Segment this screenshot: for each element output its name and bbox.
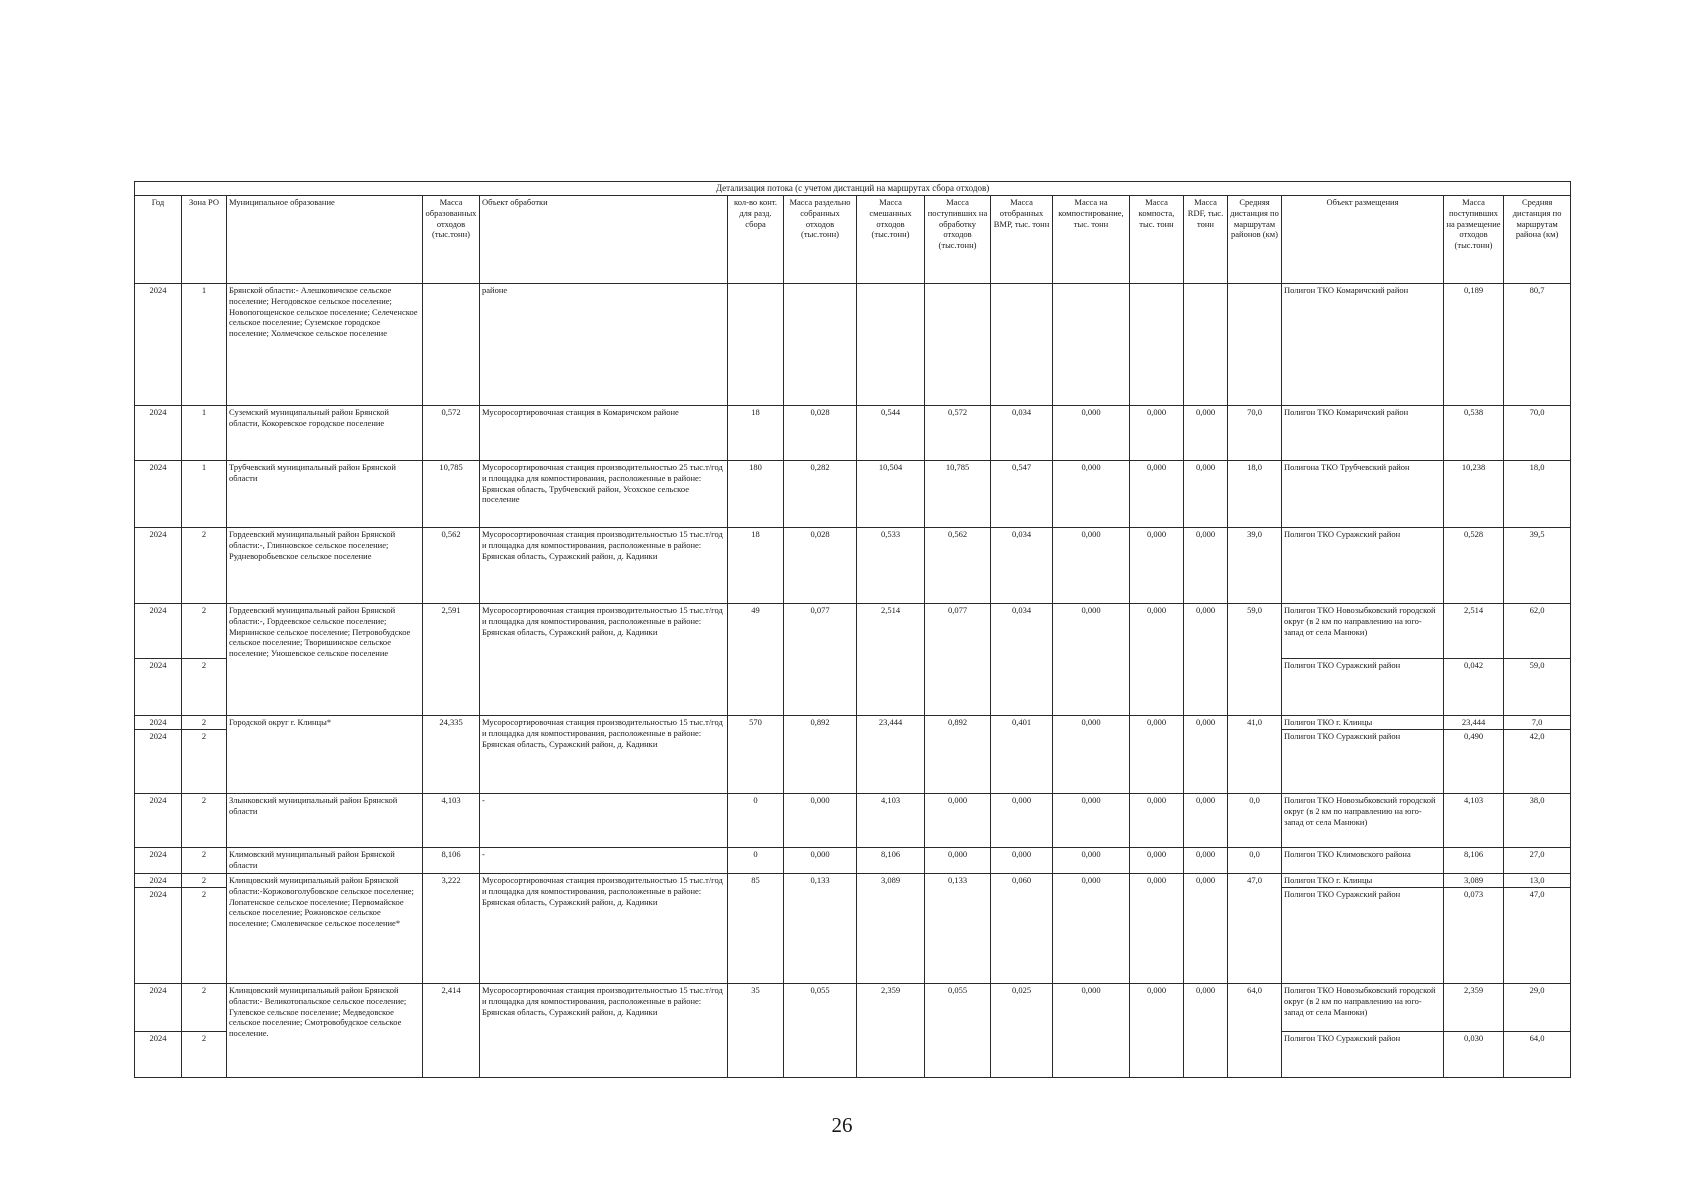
mass-compost-cell: 0,000 — [1130, 604, 1184, 716]
zone-cell: 2 — [182, 848, 227, 874]
table-row — [135, 604, 1571, 659]
mass-compost-cell: 0,000 — [1130, 461, 1184, 528]
placement-object-cell: Полигон ТКО Новозыбковский городской округ (в 2 км по направлению на юго-запад от села Манюки) — [1282, 794, 1444, 848]
zone-cell: 1 — [182, 284, 227, 406]
table-row — [135, 406, 1571, 461]
mass-mixed-cell: 23,444 — [857, 716, 925, 794]
mass-separate-cell: 0,133 — [784, 874, 857, 984]
header-mass-mixed: Масса смешанных отходов (тыс.тонн) — [857, 196, 925, 284]
zone-cell: 2 — [182, 730, 227, 794]
zone-cell: 2 — [182, 1032, 227, 1078]
containers-count-cell: 85 — [728, 874, 784, 984]
table-body — [135, 284, 1571, 1078]
placement-mass-cell: 23,444 — [1444, 716, 1504, 730]
placement-distance-cell: 18,0 — [1504, 461, 1571, 528]
mass-formed-cell: 3,222 — [423, 874, 480, 984]
municipality-cell: Гордеевский муниципальный район Брянской области:-, Глинновское сельское поселение; Рудневоробьевское сельское поселение — [227, 528, 423, 604]
placement-mass-cell: 0,073 — [1444, 888, 1504, 984]
mass-compost-cell: 0,000 — [1130, 794, 1184, 848]
placement-object-cell: Полигон ТКО Суражский район — [1282, 888, 1444, 984]
mass-formed-cell: 2,414 — [423, 984, 480, 1078]
placement-object-cell: Полигон ТКО Суражский район — [1282, 1032, 1444, 1078]
header-mass-to-processing: Масса поступивших на обработку отходов (тыс.тонн) — [925, 196, 991, 284]
mass-vmr-cell: 0,034 — [991, 406, 1053, 461]
placement-distance-cell: 27,0 — [1504, 848, 1571, 874]
placement-object-cell: Полигон ТКО Комаричский район — [1282, 284, 1444, 406]
processing-object-cell: Мусоросортировочная станция производительностью 15 тыс.т/год и площадка для компостирования, расположенные в районе: Брянская область, Суражский район, д. Кадинки — [480, 528, 728, 604]
mass-formed-cell: 24,335 — [423, 716, 480, 794]
containers-count-cell: 49 — [728, 604, 784, 716]
municipality-cell: Климовский муниципальный район Брянской области — [227, 848, 423, 874]
mass-compost-cell: 0,000 — [1130, 874, 1184, 984]
processing-object-cell: Мусоросортировочная станция производительностью 15 тыс.т/год и площадка для компостирования, расположенные в районе: Брянская область, Суражский район, д. Кадинки — [480, 604, 728, 716]
mass-mixed-cell: 10,504 — [857, 461, 925, 528]
year-cell: 2024 — [135, 461, 182, 528]
mass-compost-cell: 0,000 — [1130, 406, 1184, 461]
mass-compost-in-cell: 0,000 — [1053, 874, 1130, 984]
mass-rdf-cell: 0,000 — [1184, 461, 1228, 528]
processing-object-cell: Мусоросортировочная станция производительностью 15 тыс.т/год и площадка для компостирования, расположенные в районе: Брянская область, Суражский район, д. Кадинки — [480, 716, 728, 794]
table-row — [135, 716, 1571, 730]
caption-row — [135, 182, 1571, 196]
mass-rdf-cell: 0,000 — [1184, 874, 1228, 984]
mass-compost-cell: 0,000 — [1130, 528, 1184, 604]
processing-object-cell: Мусоросортировочная станция производительностью 15 тыс.т/год и площадка для компостирования, расположенные в районе: Брянская область, Суражский район, д. Кадинки — [480, 984, 728, 1078]
year-cell: 2024 — [135, 659, 182, 716]
header-containers: кол-во конт. для разд. сбора — [728, 196, 784, 284]
header-mass-formed: Масса образованных отходов (тыс.тонн) — [423, 196, 480, 284]
year-cell: 2024 — [135, 888, 182, 984]
mass-formed-cell: 0,572 — [423, 406, 480, 461]
municipality-cell: Суземский муниципальный район Брянской области, Кокоревское городское поселение — [227, 406, 423, 461]
mass-processed-cell: 10,785 — [925, 461, 991, 528]
mass-compost-in-cell: 0,000 — [1053, 604, 1130, 716]
table-row — [135, 461, 1571, 528]
header-mass-compost-in: Масса на компостирование, тыс. тонн — [1053, 196, 1130, 284]
table-row — [135, 528, 1571, 604]
placement-mass-cell: 0,042 — [1444, 659, 1504, 716]
zone-cell: 2 — [182, 794, 227, 848]
mass-vmr-cell: 0,034 — [991, 604, 1053, 716]
mass-rdf-cell: 0,000 — [1184, 716, 1228, 794]
placement-distance-cell: 29,0 — [1504, 984, 1571, 1032]
mass-compost-cell: 0,000 — [1130, 848, 1184, 874]
placement-object-cell: Полигон ТКО Новозыбковский городской округ (в 2 км по направлению на юго-запад от села Манюки) — [1282, 604, 1444, 659]
municipality-cell: Клинцовский муниципальный район Брянской области:-Коржовоголубовское сельское поселение; Лопатенское сельское поселение; Первомайское сельское поселение; Рожновское сельское поселение; Смолевичское сельское поселение* — [227, 874, 423, 984]
mass-processed-cell: 0,892 — [925, 716, 991, 794]
municipality-cell: Брянской области:- Алешковичское сельское поселение; Негодовское сельское поселение; Новопогощенское сельское поселение; Селеченское сельское поселение; Суземское городское поселение; Холмечское сельское поселение — [227, 284, 423, 406]
header-municipality: Муниципальное образование — [227, 196, 423, 284]
mass-vmr-cell — [991, 284, 1053, 406]
containers-count-cell: 180 — [728, 461, 784, 528]
avg-distance-cell: 59,0 — [1228, 604, 1282, 716]
header-processing-object: Объект обработки — [480, 196, 728, 284]
waste-flow-table-container — [134, 181, 1570, 1078]
mass-processed-cell: 0,077 — [925, 604, 991, 716]
placement-mass-cell: 0,528 — [1444, 528, 1504, 604]
mass-vmr-cell: 0,000 — [991, 848, 1053, 874]
header-mass-rdf: Масса RDF, тыс. тонн — [1184, 196, 1228, 284]
placement-object-cell: Полигон ТКО Климовского района — [1282, 848, 1444, 874]
mass-formed-cell: 2,591 — [423, 604, 480, 716]
mass-compost-cell: 0,000 — [1130, 984, 1184, 1078]
year-cell: 2024 — [135, 794, 182, 848]
avg-distance-cell: 64,0 — [1228, 984, 1282, 1078]
placement-distance-cell: 47,0 — [1504, 888, 1571, 984]
mass-mixed-cell: 0,533 — [857, 528, 925, 604]
avg-distance-cell: 0,0 — [1228, 848, 1282, 874]
placement-distance-cell: 42,0 — [1504, 730, 1571, 794]
page-number: 26 — [831, 1113, 853, 1137]
mass-formed-cell: 4,103 — [423, 794, 480, 848]
mass-mixed-cell: 8,106 — [857, 848, 925, 874]
mass-separate-cell: 0,892 — [784, 716, 857, 794]
placement-mass-cell: 4,103 — [1444, 794, 1504, 848]
mass-separate-cell — [784, 284, 857, 406]
table-row — [135, 984, 1571, 1032]
placement-distance-cell: 59,0 — [1504, 659, 1571, 716]
year-cell: 2024 — [135, 716, 182, 730]
processing-object-cell: Мусоросортировочная станция производительностью 25 тыс.т/год и площадка для компостирования, расположенные в районе: Брянская область, Трубчевский район, Усохское сельское поселение — [480, 461, 728, 528]
zone-cell: 2 — [182, 659, 227, 716]
placement-mass-cell: 10,238 — [1444, 461, 1504, 528]
avg-distance-cell: 0,0 — [1228, 794, 1282, 848]
header-zone: Зона РО — [182, 196, 227, 284]
header-mass-to-placement: Масса поступивших на размещение отходов (тыс.тонн) — [1444, 196, 1504, 284]
mass-mixed-cell — [857, 284, 925, 406]
mass-processed-cell: 0,572 — [925, 406, 991, 461]
year-cell: 2024 — [135, 406, 182, 461]
header-mass-compost: Масса компоста, тыс. тонн — [1130, 196, 1184, 284]
placement-distance-cell: 39,5 — [1504, 528, 1571, 604]
mass-compost-in-cell: 0,000 — [1053, 528, 1130, 604]
mass-rdf-cell: 0,000 — [1184, 794, 1228, 848]
mass-mixed-cell: 2,359 — [857, 984, 925, 1078]
mass-formed-cell: 0,562 — [423, 528, 480, 604]
containers-count-cell: 0 — [728, 848, 784, 874]
table-row — [135, 284, 1571, 406]
mass-vmr-cell: 0,034 — [991, 528, 1053, 604]
mass-compost-in-cell: 0,000 — [1053, 984, 1130, 1078]
containers-count-cell: 18 — [728, 406, 784, 461]
mass-separate-cell: 0,000 — [784, 848, 857, 874]
mass-processed-cell: 0,133 — [925, 874, 991, 984]
year-cell: 2024 — [135, 848, 182, 874]
containers-count-cell: 0 — [728, 794, 784, 848]
zone-cell: 2 — [182, 528, 227, 604]
mass-compost-in-cell: 0,000 — [1053, 848, 1130, 874]
mass-compost-in-cell: 0,000 — [1053, 794, 1130, 848]
placement-object-cell: Полигон ТКО Суражский район — [1282, 659, 1444, 716]
mass-processed-cell: 0,055 — [925, 984, 991, 1078]
mass-rdf-cell: 0,000 — [1184, 604, 1228, 716]
year-cell: 2024 — [135, 604, 182, 659]
mass-separate-cell: 0,282 — [784, 461, 857, 528]
mass-processed-cell: 0,000 — [925, 794, 991, 848]
processing-object-cell: Мусоросортировочная станция в Комаричском районе — [480, 406, 728, 461]
placement-distance-cell: 7,0 — [1504, 716, 1571, 730]
waste-flow-table — [134, 181, 1571, 1078]
processing-object-cell: - — [480, 794, 728, 848]
year-cell: 2024 — [135, 730, 182, 794]
placement-mass-cell: 3,089 — [1444, 874, 1504, 888]
placement-object-cell: Полигон ТКО Суражский район — [1282, 730, 1444, 794]
table-row — [135, 874, 1571, 888]
placement-mass-cell: 0,189 — [1444, 284, 1504, 406]
placement-object-cell: Полигон ТКО г. Клинцы — [1282, 716, 1444, 730]
mass-vmr-cell: 0,060 — [991, 874, 1053, 984]
placement-mass-cell: 2,514 — [1444, 604, 1504, 659]
mass-rdf-cell: 0,000 — [1184, 528, 1228, 604]
avg-distance-cell: 18,0 — [1228, 461, 1282, 528]
header-placement-object: Объект размещения — [1282, 196, 1444, 284]
header-year: Год — [135, 196, 182, 284]
municipality-cell: Городской округ г. Клинцы* — [227, 716, 423, 794]
year-cell: 2024 — [135, 1032, 182, 1078]
header-mass-separate: Масса раздельно собранных отходов (тыс.тонн) — [784, 196, 857, 284]
zone-cell: 2 — [182, 888, 227, 984]
year-cell: 2024 — [135, 528, 182, 604]
placement-distance-cell: 62,0 — [1504, 604, 1571, 659]
placement-mass-cell: 0,538 — [1444, 406, 1504, 461]
placement-object-cell: Полигон ТКО Комаричский район — [1282, 406, 1444, 461]
mass-mixed-cell: 4,103 — [857, 794, 925, 848]
zone-cell: 1 — [182, 406, 227, 461]
zone-cell: 2 — [182, 984, 227, 1032]
mass-separate-cell: 0,055 — [784, 984, 857, 1078]
containers-count-cell: 570 — [728, 716, 784, 794]
municipality-cell: Гордеевский муниципальный район Брянской области:-, Гордеевское сельское поселение; Мирнинское сельское поселение; Петровобудское сельское поселение; Творишинское сельское поселение; Уношевское сельское поселение — [227, 604, 423, 716]
table-caption: Детализация потока (с учетом дистанций на маршрутах сбора отходов) — [135, 182, 1571, 196]
placement-object-cell: Полигона ТКО Трубчевский район — [1282, 461, 1444, 528]
containers-count-cell: 35 — [728, 984, 784, 1078]
containers-count-cell — [728, 284, 784, 406]
mass-mixed-cell: 0,544 — [857, 406, 925, 461]
mass-mixed-cell: 2,514 — [857, 604, 925, 716]
avg-distance-cell: 41,0 — [1228, 716, 1282, 794]
mass-formed-cell — [423, 284, 480, 406]
zone-cell: 2 — [182, 874, 227, 888]
mass-compost-cell: 0,000 — [1130, 716, 1184, 794]
placement-distance-cell: 64,0 — [1504, 1032, 1571, 1078]
mass-vmr-cell: 0,000 — [991, 794, 1053, 848]
mass-rdf-cell: 0,000 — [1184, 848, 1228, 874]
mass-processed-cell — [925, 284, 991, 406]
mass-compost-in-cell: 0,000 — [1053, 716, 1130, 794]
year-cell: 2024 — [135, 874, 182, 888]
mass-mixed-cell: 3,089 — [857, 874, 925, 984]
year-cell: 2024 — [135, 984, 182, 1032]
zone-cell: 1 — [182, 461, 227, 528]
table-row — [135, 794, 1571, 848]
mass-formed-cell: 10,785 — [423, 461, 480, 528]
mass-compost-in-cell — [1053, 284, 1130, 406]
mass-separate-cell: 0,028 — [784, 406, 857, 461]
mass-separate-cell: 0,077 — [784, 604, 857, 716]
municipality-cell: Злынковский муниципальный район Брянской области — [227, 794, 423, 848]
mass-compost-cell — [1130, 284, 1184, 406]
mass-vmr-cell: 0,401 — [991, 716, 1053, 794]
mass-processed-cell: 0,000 — [925, 848, 991, 874]
municipality-cell: Трубчевский муниципальный район Брянской области — [227, 461, 423, 528]
zone-cell: 2 — [182, 716, 227, 730]
header-avg-distance-2: Средняя дистанция по маршрутам района (км) — [1504, 196, 1571, 284]
mass-compost-in-cell: 0,000 — [1053, 406, 1130, 461]
placement-distance-cell: 80,7 — [1504, 284, 1571, 406]
placement-object-cell: Полигон ТКО г. Клинцы — [1282, 874, 1444, 888]
placement-distance-cell: 38,0 — [1504, 794, 1571, 848]
processing-object-cell: - — [480, 848, 728, 874]
mass-separate-cell: 0,028 — [784, 528, 857, 604]
mass-processed-cell: 0,562 — [925, 528, 991, 604]
mass-vmr-cell: 0,025 — [991, 984, 1053, 1078]
placement-object-cell: Полигон ТКО Суражский район — [1282, 528, 1444, 604]
avg-distance-cell — [1228, 284, 1282, 406]
mass-separate-cell: 0,000 — [784, 794, 857, 848]
placement-mass-cell: 8,106 — [1444, 848, 1504, 874]
processing-object-cell: районе — [480, 284, 728, 406]
year-cell: 2024 — [135, 284, 182, 406]
municipality-cell: Клинцовский муниципальный район Брянской области:- Великотопальское сельское поселение; Гулевское сельское поселение; Медведовское сельское поселение; Смотровобудское сельское поселение. — [227, 984, 423, 1078]
placement-mass-cell: 2,359 — [1444, 984, 1504, 1032]
header-row — [135, 196, 1571, 284]
avg-distance-cell: 39,0 — [1228, 528, 1282, 604]
processing-object-cell: Мусоросортировочная станция производительностью 15 тыс.т/год и площадка для компостирования, расположенные в районе: Брянская область, Суражский район, д. Кадинки — [480, 874, 728, 984]
zone-cell: 2 — [182, 604, 227, 659]
placement-mass-cell: 0,490 — [1444, 730, 1504, 794]
placement-mass-cell: 0,030 — [1444, 1032, 1504, 1078]
mass-formed-cell: 8,106 — [423, 848, 480, 874]
placement-distance-cell: 13,0 — [1504, 874, 1571, 888]
mass-compost-in-cell: 0,000 — [1053, 461, 1130, 528]
mass-vmr-cell: 0,547 — [991, 461, 1053, 528]
header-mass-vmr: Масса отобранных ВМР, тыс. тонн — [991, 196, 1053, 284]
mass-rdf-cell: 0,000 — [1184, 984, 1228, 1078]
avg-distance-cell: 47,0 — [1228, 874, 1282, 984]
table-row — [135, 848, 1571, 874]
placement-object-cell: Полигон ТКО Новозыбковский городской округ (в 2 км по направлению на юго-запад от села Манюки) — [1282, 984, 1444, 1032]
mass-rdf-cell — [1184, 284, 1228, 406]
placement-distance-cell: 70,0 — [1504, 406, 1571, 461]
header-avg-distance: Средняя дистанция по маршрутам районов (км) — [1228, 196, 1282, 284]
containers-count-cell: 18 — [728, 528, 784, 604]
mass-rdf-cell: 0,000 — [1184, 406, 1228, 461]
avg-distance-cell: 70,0 — [1228, 406, 1282, 461]
